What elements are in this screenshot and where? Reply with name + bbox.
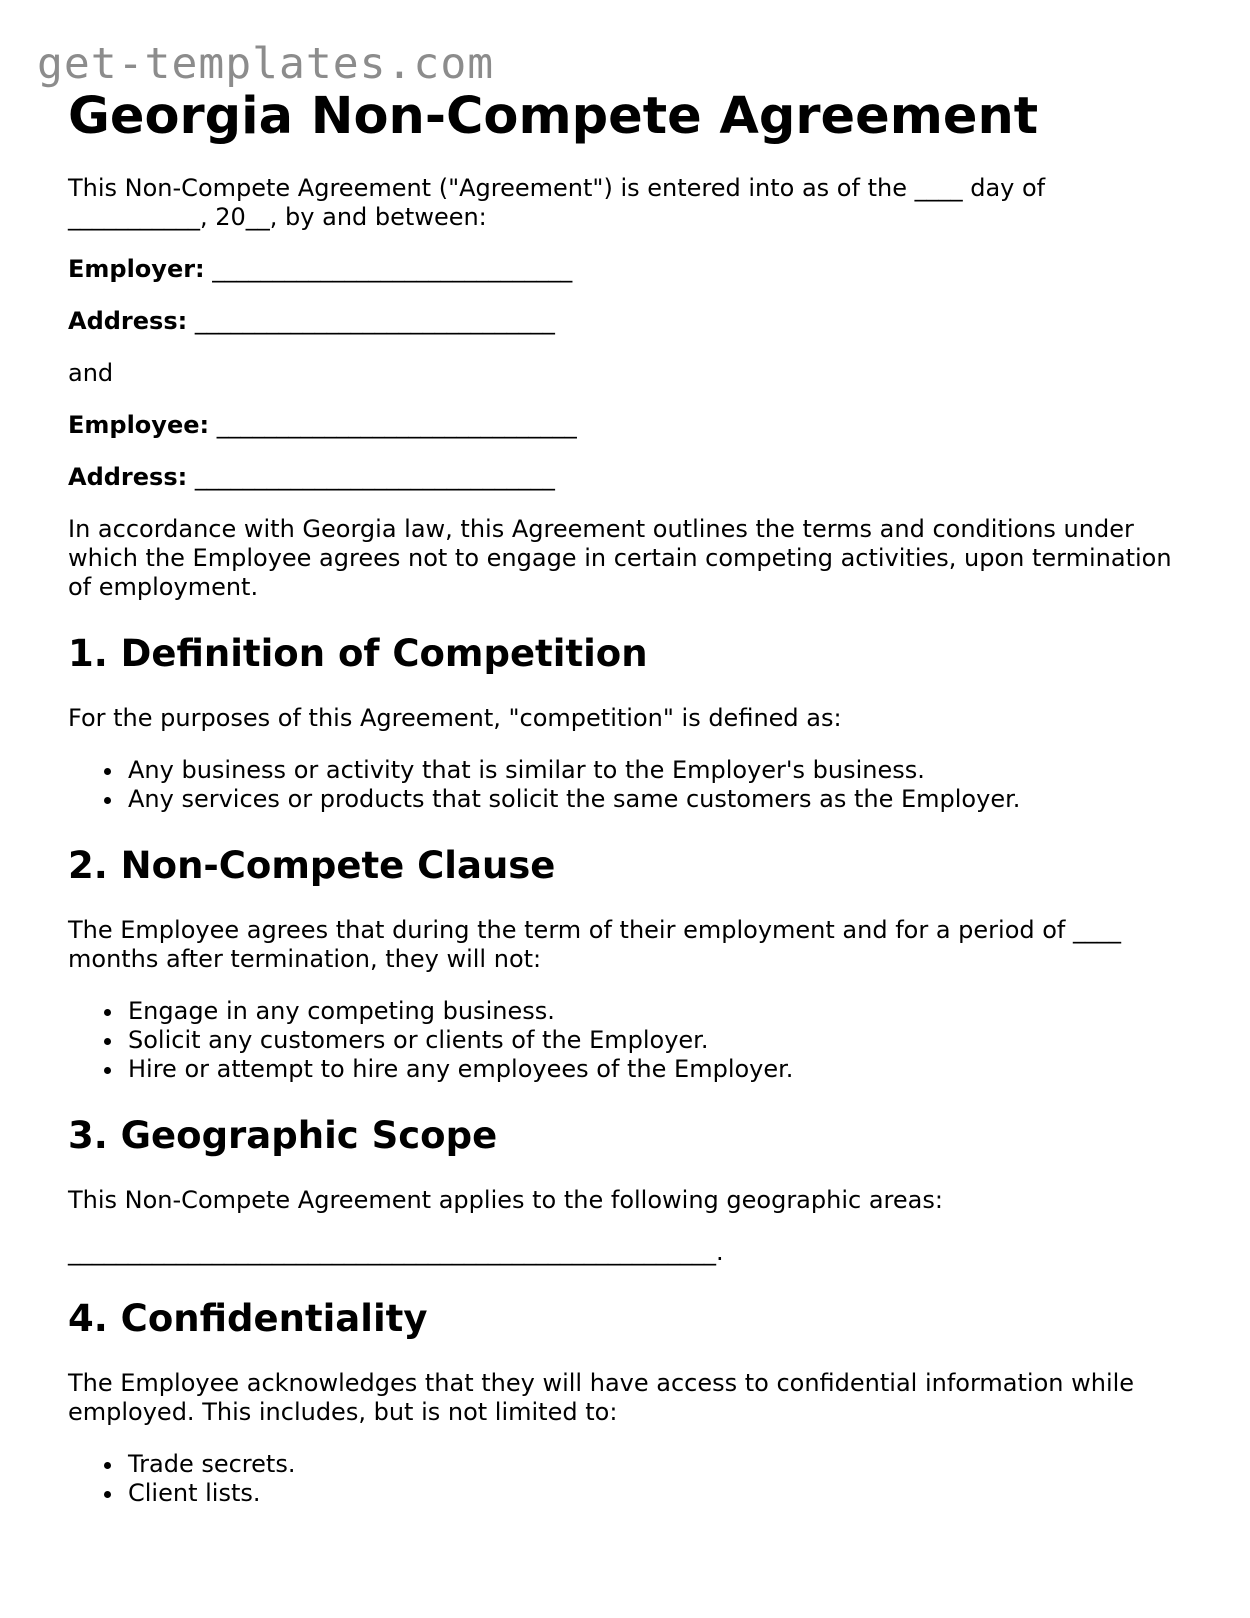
list-item: Trade secrets.: [128, 1450, 1188, 1479]
section-text-definition: For the purposes of this Agreement, "competition" is defined as:: [68, 704, 842, 732]
employer-field: [68, 255, 1188, 284]
employer-address-blank: ______________________________: [194, 307, 555, 335]
employee-field: [68, 411, 1188, 440]
preamble-paragraph: In accordance with Georgia law, this Agreement outlines the terms and conditions under which the Employee agrees not to engage in certain competing activities, upon termination of employment.: [68, 515, 1172, 601]
employer-label: Employer:: [68, 255, 205, 283]
document-title: Georgia Non-Compete Agreement: [68, 87, 1039, 146]
geographic-blank: ______________________________________________________.: [68, 1238, 724, 1266]
definition-list: [68, 756, 1188, 814]
employer-address-field: [68, 307, 1188, 336]
section-heading-geographic: 3. Geographic Scope: [68, 1114, 498, 1157]
intro-paragraph: This Non-Compete Agreement ("Agreement") is entered into as of the ____ day of ___________, 20__, by and between:: [68, 174, 1046, 231]
section-text-non-compete: The Employee agrees that during the term of their employment and for a period of ____ months after termination, they will not:: [68, 916, 1121, 973]
list-item: Client lists.: [128, 1479, 1188, 1508]
and-text: and: [68, 359, 114, 387]
employee-address-label: Address:: [68, 463, 188, 491]
employer-blank: ______________________________: [212, 255, 573, 283]
employee-blank: ______________________________: [216, 411, 577, 439]
document-body: [68, 82, 1188, 1508]
section-text-confidentiality: The Employee acknowledges that they will have access to confidential information while employed. This includes, but is not limited to:: [68, 1369, 1135, 1426]
employee-address-field: [68, 463, 1188, 492]
list-item: Any business or activity that is similar to the Employer's business.: [128, 756, 1188, 785]
section-heading-definition: 1. Definition of Competition: [68, 632, 648, 675]
section-heading-non-compete: 2. Non-Compete Clause: [68, 844, 556, 887]
employee-label: Employee:: [68, 411, 210, 439]
list-item: Hire or attempt to hire any employees of the Employer.: [128, 1055, 1188, 1084]
section-text-geographic: This Non-Compete Agreement applies to the following geographic areas:: [68, 1186, 943, 1214]
non-compete-list: [68, 997, 1188, 1084]
list-item: Engage in any competing business.: [128, 997, 1188, 1026]
employee-address-blank: ______________________________: [194, 463, 555, 491]
watermark: get-templates.com: [37, 39, 495, 89]
confidentiality-list: [68, 1450, 1188, 1508]
list-item: Solicit any customers or clients of the Employer.: [128, 1026, 1188, 1055]
list-item: Any services or products that solicit the same customers as the Employer.: [128, 785, 1188, 814]
section-heading-confidentiality: 4. Confidentiality: [68, 1297, 428, 1340]
employer-address-label: Address:: [68, 307, 188, 335]
